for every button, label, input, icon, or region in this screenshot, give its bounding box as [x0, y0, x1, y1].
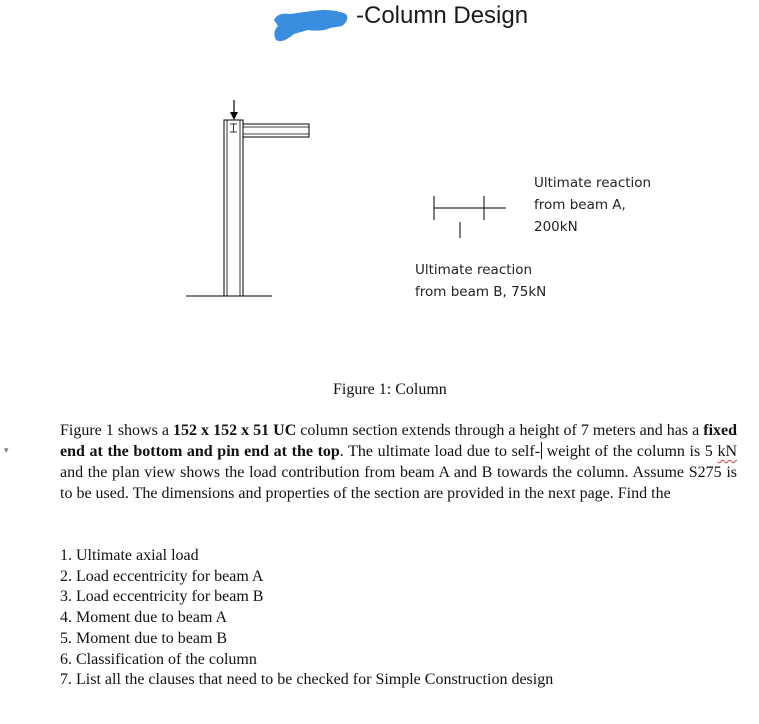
- list-item: 5. Moment due to beam B: [60, 629, 228, 647]
- list-item: 4. Moment due to beam A: [60, 609, 228, 627]
- list-item: 7. List all the clauses that need to be checked for Simple Construction design: [60, 671, 554, 689]
- paragraph-text: Figure 1 shows a: [60, 422, 174, 439]
- beam-a-label-line: 200kN: [534, 219, 578, 235]
- list-item: 2. Load eccentricity for beam A: [60, 567, 264, 585]
- section-size: 152 x 152 x 51 UC: [173, 422, 297, 439]
- list-item: 3. Load eccentricity for beam B: [60, 588, 264, 606]
- question-list: [60, 546, 553, 691]
- paragraph-text: and the plan view shows the load contribution from beam A and B towards the column. Assume S275 is to be used. The dimensions and properties of the section are provided in the next page. Find the: [60, 464, 737, 502]
- list-item: 6. Classification of the column: [60, 650, 257, 668]
- beam-b-label: [415, 259, 546, 303]
- beam-a-label: [534, 172, 651, 238]
- beam-b-label-line: from beam B, 75kN: [415, 284, 547, 300]
- list-item: 1. Ultimate axial load: [60, 547, 199, 564]
- beam-b-label-line: Ultimate reaction: [415, 262, 533, 278]
- support-conditions: fixed end at the bottom and pin end at the top: [60, 422, 738, 460]
- page-title: -Column Design: [356, 2, 529, 29]
- problem-paragraph[interactable]: [60, 420, 737, 504]
- plan-view-symbol: [432, 192, 522, 238]
- redaction-mark: [272, 6, 350, 46]
- figure-caption: Figure 1: Column: [333, 381, 447, 398]
- column-elevation-drawing: [180, 96, 320, 302]
- collapse-arrow-icon[interactable]: ▾: [4, 446, 9, 456]
- paragraph-text: column section extends through a height of 7 meters and has a: [296, 422, 704, 439]
- paragraph-text: weight of the column is 5: [542, 443, 718, 460]
- beam-a-label-line: Ultimate reaction: [534, 175, 652, 191]
- spellcheck-word[interactable]: kN: [717, 443, 737, 460]
- paragraph-text: . The ultimate load due to self-: [339, 443, 541, 460]
- beam-a-label-line: from beam A,: [534, 197, 626, 213]
